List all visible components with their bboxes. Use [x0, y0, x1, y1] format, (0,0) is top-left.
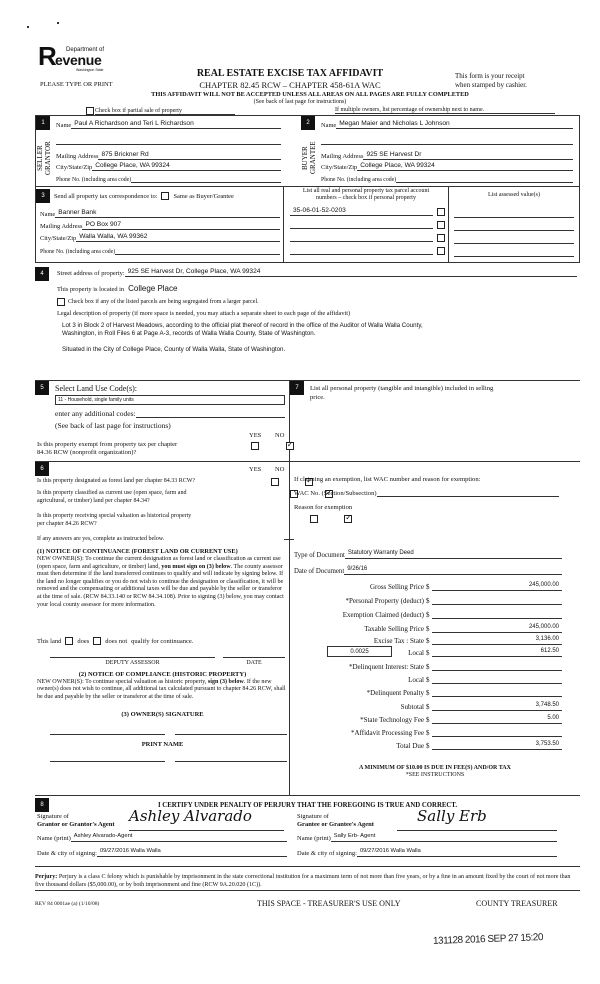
- gross-selling-price-field[interactable]: 245,000.00: [432, 582, 562, 591]
- land-use-heading: Select Land Use Code(s):: [55, 384, 137, 393]
- assessed-value-field[interactable]: [454, 209, 574, 218]
- state-technology-fee-field[interactable]: 5.00: [432, 715, 562, 724]
- recording-stamp: 131128 2016 SEP 27 15:20: [432, 932, 544, 947]
- parcel-row: [290, 233, 445, 242]
- buyer-address-row: Mailing Address 925 SE Harvest Dr: [321, 151, 573, 160]
- notice-continuance-heading: (1) NOTICE OF CONTINUANCE (FOREST LAND OR CURRENT USE): [37, 548, 238, 555]
- form-subtitle: CHAPTER 82.45 RCW – CHAPTER 458-61A WAC: [199, 80, 381, 90]
- seller-buyer-block: [35, 115, 580, 187]
- grantee-name-row: Name (print) Sally Erb- Agent: [297, 833, 557, 842]
- owner-signature-line-2[interactable]: [175, 734, 287, 735]
- agency-line1: Department of: [66, 47, 105, 53]
- seller-city-field[interactable]: College Place, WA 99324: [92, 162, 281, 171]
- grantee-date-row: Date & city of signing: 09/27/2016 Walla Walla: [297, 848, 557, 857]
- multiple-owners-note: If multiple owners, list percentage of ownership next to name.: [335, 107, 555, 114]
- delinquent-interest-local-field[interactable]: [432, 675, 562, 684]
- grantor-name-row: Name (print) Ashley Alvarado-Agent: [37, 833, 287, 842]
- completion-warning: THIS AFFIDAVIT WILL NOT BE ACCEPTED UNLESS ALL AREAS ON ALL PAGES ARE FULLY COMPLETED: [151, 91, 469, 98]
- legal-description-label: Legal description of property (if more space is needed, you may attach a separate sheet to each page of the affidavit): [57, 310, 351, 317]
- excise-tax-local-field[interactable]: 612.50: [432, 648, 562, 657]
- forest-land-question: Is this property designated as forest land per chapter 84.33 RCW?: [37, 478, 196, 484]
- instructions-note: (See back of last page for instructions): [253, 99, 347, 105]
- corr-name-row: Name Banner Bank: [40, 209, 280, 218]
- partial-sale-label: Check box if partial sale of property: [95, 108, 235, 115]
- amount-row: Local $: [294, 672, 562, 684]
- left-column: 5 Select Land Use Code(s): 11 - Household, single family units enter any additional codes: (See back of last page for instructions) YES NO Is this property exempt from property tax per chapter 84.36 RCW (nonprofit organization)? ✓ 6 YES NO Is this property designated as forest land per chapter 84.33 RCW? ✓ Is this property classified as current use (open space, farm and agricultural, or timber) land per chapter 84.34? ✓ Is this property receiving special valuation as historical property per chapter 84.26 RCW? ✓ If any answers are yes, complete as instructed below. (1) NOTICE OF CONTINUANCE (FOREST LAND OR CURRENT USE) NEW OWNER(S): To continue the current designation as forest land or classification as current use (open space, farm and agriculture, or timber) land, you must sign on (3) below. The county assessor must then determine if the land transferred continues to qualify and will indicate by signing below. If the land no longer qualifies or you do not wish to continue the designation or classification, it will be removed and the compensating or additional taxes will be due and payable by the seller or transferor at the time of sale. (RCW 84.33.140 or RCW 84.34.108). Prior to signing (3) below, you may contact your local county assessor for more information. This land does does not qualify for continuance. DEPUTY ASSESSOR DATE (2) NOTICE OF COMPLIANCE (HISTORIC PROPERTY) NEW OWNER(S): To continue special valuation as historic property, sign (3) below. If the new owner(s) does not wish to continue, all additional tax calculated pursuant to chapter 84.26 RCW, shall be due and payable by the seller or transferor at the time of sale. (3) OWNER(S) SIGNATURE PRINT NAME: [35, 380, 290, 795]
- forest-yes-checkbox[interactable]: [271, 478, 279, 486]
- grantor-date-row: Date & city of signing: 09/27/2016 Walla Walla: [37, 848, 287, 857]
- buyer-name-field[interactable]: Megan Maier and Nicholas L Johnson: [336, 120, 573, 129]
- exemption-claimed-field[interactable]: [432, 610, 562, 619]
- amount-row: Gross Selling Price $ 245,000.00: [294, 579, 562, 591]
- street-address-field[interactable]: 925 SE Harvest Dr, College Place, WA 99324: [125, 268, 577, 277]
- section-8-badge: 8: [35, 798, 49, 812]
- exemption-heading: If claiming an exemption, list WAC number and reason for exemption:: [294, 476, 481, 483]
- assessor-date-line[interactable]: [223, 657, 285, 658]
- seller-phone-row: Phone No. (including area code): [56, 174, 281, 183]
- seller-address-field[interactable]: 875 Brickner Rd: [98, 151, 281, 160]
- right-column: [290, 380, 580, 795]
- subtotal-field[interactable]: 3,748.50: [432, 702, 562, 711]
- amount-row: Subtotal $ 3,748.50: [294, 699, 562, 711]
- section-6-badge: 6: [35, 462, 49, 476]
- notice-compliance-text: NEW OWNER(S): To continue special valuation as historic property, sign (3) below. If the new owner(s) does not wish to continue, all additional tax calculated pursuant to chapter 84.26 RCW, shall be due and payable by the seller or transferor at the time of sale.: [37, 679, 286, 700]
- assessed-value-field[interactable]: [454, 248, 574, 257]
- logo-r-icon: R: [38, 41, 57, 71]
- buyer-city-row: City/State/Zip College Place, WA 99324: [321, 162, 573, 171]
- same-as-buyer-checkbox[interactable]: [161, 192, 169, 200]
- historic-question: Is this property receiving special valuation as historical property per chapter 84.26 RCW?: [37, 513, 192, 527]
- parcel-row: [290, 207, 445, 216]
- scan-mark: [57, 22, 59, 24]
- seller-name2-field[interactable]: [56, 136, 281, 145]
- delinquent-penalty-field[interactable]: [432, 688, 562, 697]
- amount-row: Excise Tax : State $ 3,136.00: [294, 633, 562, 645]
- wac-row: WAC No. (Section/Subsection): [294, 488, 559, 497]
- grantor-date-field[interactable]: 09/27/2016 Walla Walla: [97, 848, 287, 857]
- agency-logo: [38, 43, 133, 73]
- owner-signature-heading: (3) OWNER(S) SIGNATURE: [121, 711, 204, 718]
- corr-phone-field[interactable]: [115, 246, 280, 255]
- amount-row: *Delinquent Interest: State $: [294, 659, 562, 671]
- does-not-qualify-checkbox[interactable]: [93, 637, 101, 645]
- perjury-warning: Perjury: Perjury is a class C felony which is punishable by imprisonment in the state correctional institution for a maximum term of not more than five years, or by a fine in an amount fixed by the court of not more than five thousand dollars ($5,000.00), or by both imprisonment and fine (RCW 9A.20.020 (1C)).: [35, 873, 580, 891]
- seller-side-label: SELLER GRANTOR: [36, 141, 52, 175]
- property-section: 4 Street address of property: 925 SE Harvest Dr, College Place, WA 99324 This property is located in College Place Check box if any of the listed parcels are being segregated from a larger parcel. Legal description of property (if more space is needed, you may attach a separate sheet to each page of the affidavit) Lot 3 in Block 2 of Harvest Meadows, according to the official plat thereof of record in the office of the Auditor of Walla Walla County, Washington, in Roll Files 6 at Page A-3, records of Walla Walla County, State of Washington. Situated in the City of College Place, County of Walla Walla, State of Washington.: [35, 265, 580, 370]
- seller-address-row: Mailing Address 875 Brickner Rd: [56, 151, 281, 160]
- wac-field[interactable]: [377, 488, 559, 497]
- delinquent-interest-state-field[interactable]: [432, 662, 562, 671]
- receipt-note-2: when stamped by cashier.: [455, 81, 527, 89]
- current-use-question: Is this property classified as current use (open space, farm and agricultural, or timber) land per chapter 84.34?: [37, 490, 187, 504]
- amount-row: Exemption Claimed (deduct) $: [294, 607, 562, 619]
- form-title: REAL ESTATE EXCISE TAX AFFIDAVIT: [196, 68, 384, 79]
- parcel-row: [290, 220, 445, 229]
- street-address-row: Street address of property: 925 SE Harvest Dr, College Place, WA 99324: [57, 268, 577, 277]
- amount-row: Taxable Selling Price $ 245,000.00: [294, 621, 562, 633]
- personal-property-field[interactable]: [310, 405, 575, 455]
- scan-mark: [27, 26, 29, 28]
- see-back-note: (See back of last page for instructions): [55, 421, 171, 430]
- local-rate-field[interactable]: 0.0025: [327, 646, 392, 657]
- owner-signature-line-1[interactable]: [50, 734, 165, 735]
- seller-name2-row: [56, 136, 281, 145]
- buyer-phone-row: Phone No. (including area code): [321, 174, 573, 183]
- parcel-row: [290, 246, 445, 255]
- taxable-selling-price-field[interactable]: 245,000.00: [432, 624, 562, 633]
- parcel-number-field[interactable]: 35-06-01-52-0203: [290, 207, 433, 216]
- please-type: PLEASE TYPE OR PRINT: [40, 81, 113, 88]
- certification-section: [35, 795, 580, 867]
- parcel-number-field[interactable]: [290, 233, 433, 242]
- buyer-name2-row: [321, 136, 573, 145]
- buyer-phone-field[interactable]: [396, 174, 573, 183]
- document-date-row: Date of Document 9/26/16: [294, 566, 562, 575]
- document-date-field[interactable]: 9/26/16: [344, 566, 562, 575]
- seller-name-field[interactable]: Paul A Richardson and Teri L Richardson: [71, 120, 281, 129]
- affidavit-processing-fee-field[interactable]: [432, 728, 562, 737]
- segregated-checkbox[interactable]: [57, 298, 65, 306]
- amount-row: 0.0025 Local $ 612.50: [294, 645, 562, 657]
- section-4-badge: 4: [35, 267, 49, 281]
- additional-codes-field[interactable]: [136, 409, 285, 418]
- minimum-due-note: A MINIMUM OF $10.00 IS DUE IN FEE(S) AND/OR TAX: [359, 765, 511, 771]
- print-name-line-1[interactable]: [50, 761, 165, 762]
- parcel-number-field[interactable]: [290, 220, 433, 229]
- correspondence-section: 3 Send all property tax correspondence to: Same as Buyer/Grantee Name Banner Bank Mailing Address PO Box 907 City/State/Zip Walla Walla, WA 99362 Phone No. (including area code): [36, 187, 284, 263]
- legal-description-text[interactable]: Lot 3 in Block 2 of Harvest Meadows, according to the official plat thereof of record in the office of the Auditor of Walla Walla County, Washington, in Roll Files 6 at Page A-3, records of Walla Walla County, State of Washington. Situated in the City of College Place, County of Walla Walla, State of Washington.: [62, 322, 423, 353]
- agency-state: Washington State: [76, 68, 104, 72]
- corr-city-row: City/State/Zip Walla Walla, WA 99362: [40, 233, 280, 242]
- amount-row: *Delinquent Penalty $: [294, 685, 562, 697]
- buyer-name-row: Name Megan Maier and Nicholas L Johnson: [321, 120, 573, 129]
- print-name-line-2[interactable]: [175, 761, 287, 762]
- grantee-signature[interactable]: Sally Erb: [397, 807, 557, 831]
- buyer-name2-field[interactable]: [321, 136, 573, 145]
- personal-property-checkbox[interactable]: [437, 234, 445, 242]
- reason-field[interactable]: [294, 514, 559, 534]
- section-5-badge: 5: [35, 381, 49, 395]
- see-instructions-note: *SEE INSTRUCTIONS: [405, 772, 465, 778]
- excise-tax-state-field[interactable]: 3,136.00: [432, 636, 562, 645]
- grantor-signature-block: Signature of Grantor or Grantor's Agent Ashley Alvarado Name (print) Ashley Alvarado-Agent Date & city of signing: 09/27/2016 Walla Walla: [37, 813, 287, 828]
- assessed-value-field[interactable]: [454, 222, 574, 231]
- buyer-side-label: BUYER GRANTEE: [301, 141, 317, 175]
- parcel-numbers-section: List all real and personal property tax parcel account numbers – check box if personal property 35-06-01-52-0203: [284, 187, 449, 263]
- exempt-yes-checkbox[interactable]: [251, 442, 259, 450]
- does-qualify-checkbox[interactable]: [65, 637, 73, 645]
- assessed-value-field[interactable]: [454, 235, 574, 244]
- corr-address-row: Mailing Address PO Box 907: [40, 221, 280, 230]
- treasurer-space-label: THIS SPACE - TREASURER'S USE ONLY: [257, 899, 401, 908]
- buyer-section: [301, 116, 579, 186]
- grantee-name-field[interactable]: Sally Erb- Agent: [331, 833, 557, 842]
- corr-phone-row: Phone No. (including area code): [40, 246, 280, 255]
- buyer-address-field[interactable]: 925 SE Harvest Dr: [363, 151, 573, 160]
- property-location-value[interactable]: College Place: [128, 284, 178, 293]
- deputy-assessor-line[interactable]: [50, 657, 215, 658]
- form-revision: REV 84 0001ae (a) (1/10/08): [35, 901, 100, 907]
- seller-phone-field[interactable]: [131, 174, 281, 183]
- notice-continuance-text: NEW OWNER(S): To continue the current designation as forest land or classification as current use (open space, farm and agriculture, or timber) land, you must sign on (3) below. The county assessor must then determine if the land transferred continues to qualify and will indicate by signing below. If the land no longer qualifies or you do not wish to continue the designation or classification, it will be removed and the compensating or additional taxes will be due and payable by the seller or transferor at the time of sale. (RCW 84.33.140 or RCW 84.34.108). Prior to signing (3) below, you may contact your local county assessor for more information.: [37, 556, 284, 608]
- parcel-number-field[interactable]: [290, 246, 433, 255]
- county-treasurer-label: COUNTY TREASURER: [476, 899, 558, 908]
- receipt-note-1: This form is your receipt: [455, 72, 525, 80]
- buyer-city-field[interactable]: College Place, WA 99324: [357, 162, 573, 171]
- seller-section: [36, 116, 286, 186]
- grantor-name-field[interactable]: Ashley Alvarado-Agent: [71, 833, 287, 842]
- if-yes-note: If any answers are yes, complete as instructed below.: [37, 536, 165, 542]
- personal-property-checkbox[interactable]: [437, 221, 445, 229]
- corr-address-field[interactable]: PO Box 907: [82, 221, 280, 230]
- personal-property-checkbox[interactable]: [437, 247, 445, 255]
- additional-codes-row: enter any additional codes:: [55, 409, 285, 418]
- amount-row: *Affidavit Processing Fee $: [294, 725, 562, 737]
- amount-row: Total Due $ 3,753.50: [294, 738, 562, 750]
- section-3-badge: 3: [36, 189, 50, 203]
- continuance-row: This land does does not qualify for continuance.: [37, 637, 194, 645]
- document-type-row: Type of Document Statutory Warranty Deed: [294, 550, 562, 559]
- personal-property-checkbox[interactable]: [437, 208, 445, 216]
- reason-label: Reason for exemption: [294, 504, 353, 511]
- section-7-badge: 7: [290, 381, 304, 395]
- grantor-signature[interactable]: Ashley Alvarado: [129, 807, 284, 831]
- corr-city-field[interactable]: Walla Walla, WA 99362: [76, 233, 280, 242]
- personal-property-heading: List all personal property (tangible and intangible) included in selling price.: [310, 385, 494, 401]
- section-1-badge: 1: [36, 116, 50, 130]
- notice-compliance-heading: (2) NOTICE OF COMPLIANCE (HISTORIC PROPERTY): [78, 671, 247, 678]
- total-due-field[interactable]: 3,753.50: [432, 741, 562, 750]
- partial-sale-checkbox[interactable]: [86, 107, 94, 115]
- section-2-badge: 2: [301, 116, 315, 130]
- land-use-select[interactable]: 11 - Household, single family units: [55, 395, 285, 405]
- corr-name-field[interactable]: Banner Bank: [55, 209, 280, 218]
- amount-row: *State Technology Fee $ 5.00: [294, 712, 562, 724]
- correspondence-parcel-block: [35, 187, 580, 263]
- personal-property-deduct-field[interactable]: [432, 596, 562, 605]
- assessed-values-section: List assessed value(s): [449, 187, 579, 263]
- print-name-label: PRINT NAME: [141, 741, 184, 748]
- perjury-statement: I CERTIFY UNDER PENALTY OF PERJURY THAT THE FOREGOING IS TRUE AND CORRECT.: [157, 802, 458, 809]
- grantee-date-field[interactable]: 09/27/2016 Walla Walla: [357, 848, 557, 857]
- seller-city-row: City/State/Zip College Place, WA 99324: [56, 162, 281, 171]
- document-type-field[interactable]: Statutory Warranty Deed: [345, 550, 562, 559]
- amount-row: *Personal Property (deduct) $: [294, 593, 562, 605]
- grantee-signature-block: Signature of Grantee or Grantee's Agent Sally Erb Name (print) Sally Erb- Agent Date & city of signing: 09/27/2016 Walla Walla: [297, 813, 557, 828]
- partial-sale-row: [86, 107, 235, 115]
- seller-name-row: Name Paul A Richardson and Teri L Richardson: [56, 120, 281, 129]
- agency-line2: evenue: [55, 52, 102, 68]
